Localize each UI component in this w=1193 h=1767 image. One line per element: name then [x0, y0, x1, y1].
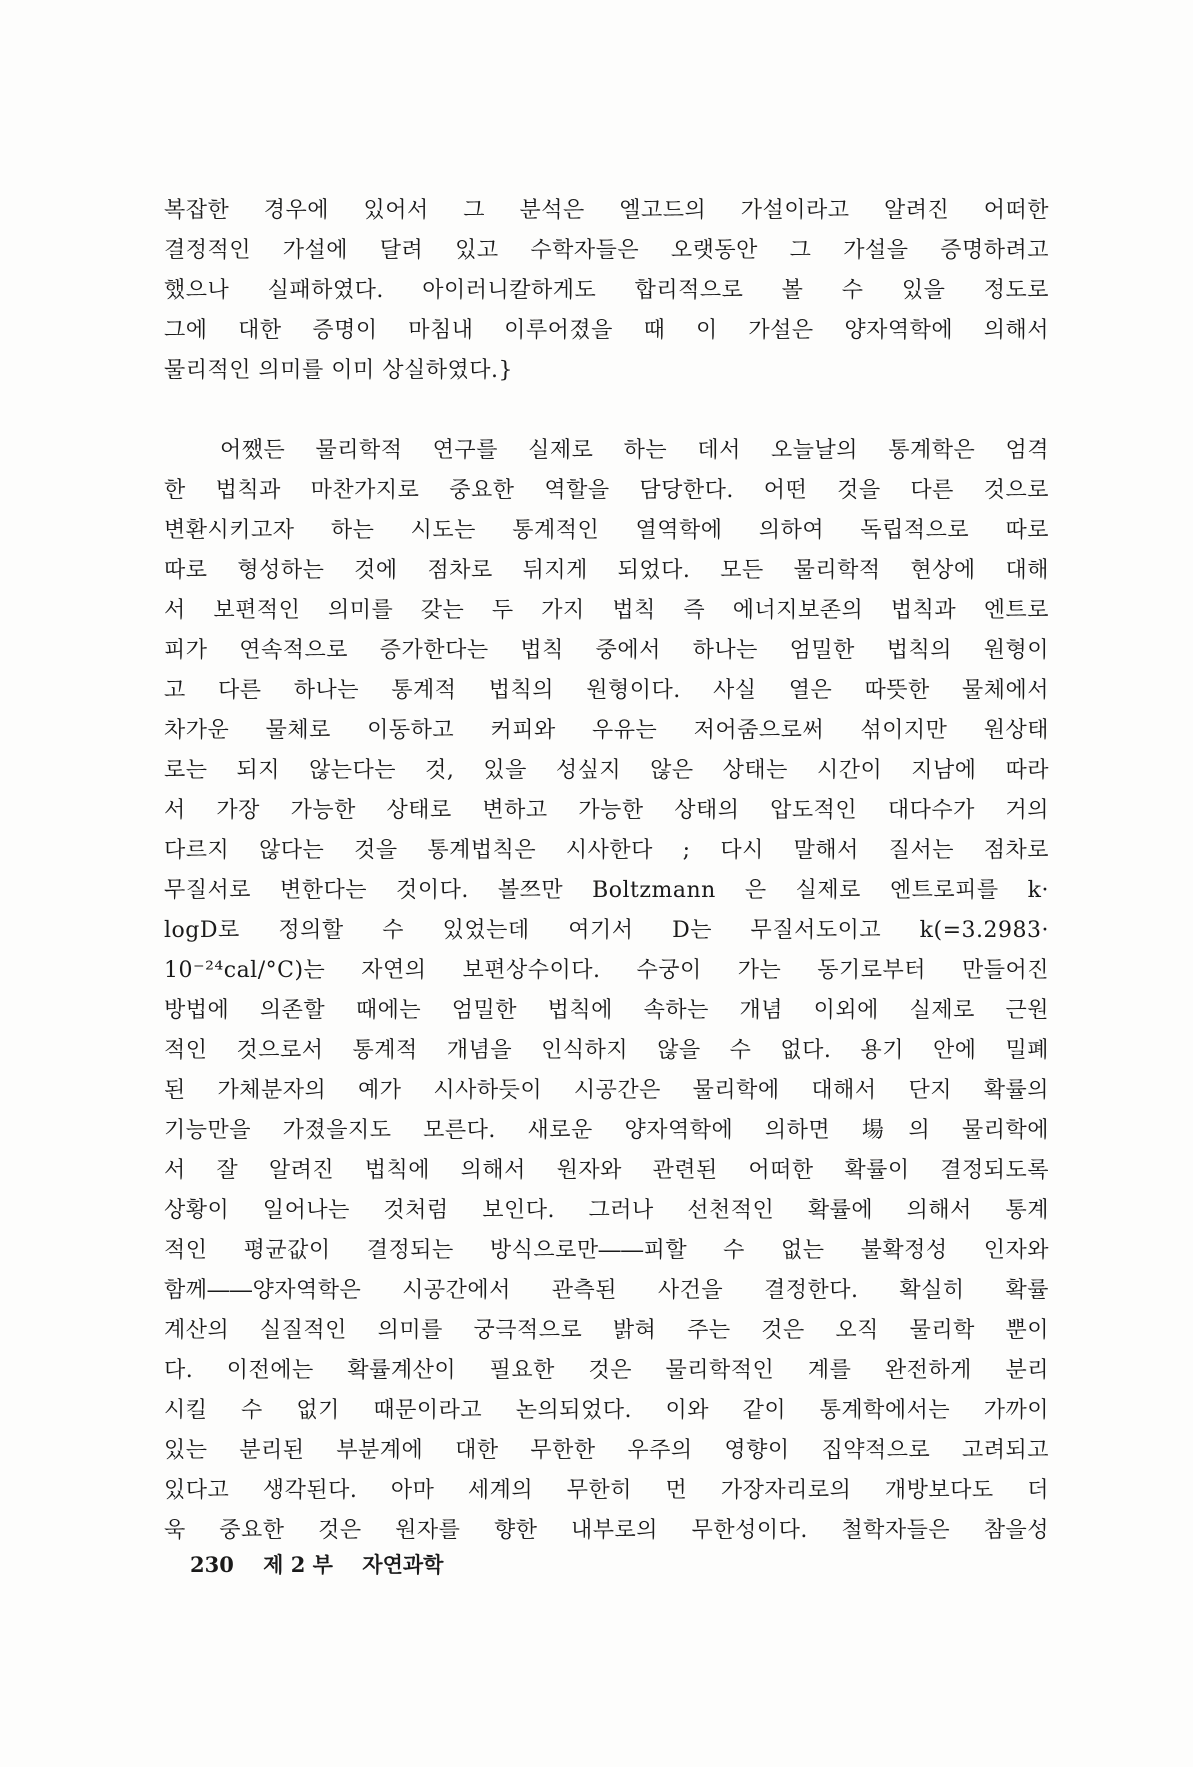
paragraph-line: 다. 이전에는 확률계산이 필요한 것은 물리학적인 계를 완전하게 분리 — [164, 1358, 1049, 1383]
paragraph-line: 기능만을 가졌을지도 모른다. 새로운 양자역학에 의하면 場의 물리학에 — [164, 1118, 1049, 1143]
paragraph-line: 차가운 물체로 이동하고 커피와 우유는 저어줌으로써 섞이지만 원상태 — [164, 718, 1049, 743]
paragraph-line: 그에 대한 증명이 마침내 이루어졌을 때 이 가설은 양자역학에 의해서 — [164, 318, 1049, 343]
paragraph-2 — [164, 431, 1049, 1551]
paragraph-line: 변환시키고자 하는 시도는 통계적인 열역학에 의하여 독립적으로 따로 — [164, 518, 1049, 543]
paragraph-line: 상황이 일어나는 것처럼 보인다. 그러나 선천적인 확률에 의해서 통계 — [164, 1198, 1049, 1223]
paragraph-line: 욱 중요한 것은 원자를 향한 내부로의 무한성이다. 철학자들은 참을성 — [164, 1518, 1049, 1543]
paragraph-line: 결정적인 가설에 달려 있고 수학자들은 오랫동안 그 가설을 증명하려고 — [164, 238, 1049, 263]
part-label: 제 2 부 — [263, 1552, 333, 1577]
paragraph-line: 적인 평균값이 결정되는 방식으로만――피할 수 없는 불확정성 인자와 — [164, 1238, 1049, 1263]
paragraph-line: 계산의 실질적인 의미를 궁극적으로 밝혀 주는 것은 오직 물리학 뿐이 — [164, 1318, 1049, 1343]
section-label: 자연과학 — [362, 1552, 444, 1577]
paragraph-line: 방법에 의존할 때에는 엄밀한 법칙에 속하는 개념 이외에 실제로 근원 — [164, 998, 1049, 1023]
paragraph-line: 고 다른 하나는 통계적 법칙의 원형이다. 사실 열은 따뜻한 물체에서 — [164, 678, 1049, 703]
paragraph-line: 따로 형성하는 것에 점차로 뒤지게 되었다. 모든 물리학적 현상에 대해 — [164, 558, 1049, 583]
paragraph-line: 로는 되지 않는다는 것, 있을 성싶지 않은 상태는 시간이 지남에 따라 — [164, 758, 1049, 783]
paragraph-line: logD로 정의할 수 있었는데 여기서 D는 무질서도이고 k(=3.2983· — [164, 918, 1049, 943]
paragraph-1 — [164, 191, 1049, 391]
paragraph-line: 시킬 수 없기 때문이라고 논의되었다. 이와 같이 통계학에서는 가까이 — [164, 1398, 1049, 1423]
paragraph-line: 어쨌든 물리학적 연구를 실제로 하는 데서 오늘날의 통계학은 엄격 — [220, 438, 1049, 463]
paragraph-line: 다르지 않다는 것을 통계법칙은 시사한다 ; 다시 말해서 질서는 점차로 — [164, 838, 1049, 863]
paragraph-line: 함께――양자역학은 시공간에서 관측된 사건을 결정한다. 확실히 확률 — [164, 1278, 1049, 1303]
paragraph-line: 한 법칙과 마찬가지로 중요한 역할을 담당한다. 어떤 것을 다른 것으로 — [164, 478, 1049, 503]
paragraph-line: 피가 연속적으로 증가한다는 법칙 중에서 하나는 엄밀한 법칙의 원형이 — [164, 638, 1049, 663]
paragraph-line: 물리적인 의미를 이미 상실하였다.} — [164, 358, 513, 383]
paragraph-line: 10⁻²⁴cal/°C)는 자연의 보편상수이다. 수궁이 가는 동기로부터 만들어진 — [164, 958, 1049, 983]
paragraph-line: 있는 분리된 부분계에 대한 무한한 우주의 영향이 집약적으로 고려되고 — [164, 1438, 1049, 1463]
paragraph-line: 적인 것으로서 통계적 개념을 인식하지 않을 수 없다. 용기 안에 밀폐 — [164, 1038, 1049, 1063]
paragraph-line: 무질서로 변한다는 것이다. 볼쯔만 Boltzmann 은 실제로 엔트로피를 k· — [164, 878, 1049, 903]
paragraph-line: 했으나 실패하였다. 아이러니칼하게도 합리적으로 볼 수 있을 정도로 — [164, 278, 1049, 303]
page-footer — [190, 1548, 465, 1582]
paragraph-line: 된 가체분자의 예가 시사하듯이 시공간은 물리학에 대해서 단지 확률의 — [164, 1078, 1049, 1103]
paragraph-line: 복잡한 경우에 있어서 그 분석은 엘고드의 가설이라고 알려진 어떠한 — [164, 198, 1049, 223]
page-number: 230 — [190, 1552, 234, 1577]
paragraph-line: 서 잘 알려진 법칙에 의해서 원자와 관련된 어떠한 확률이 결정되도록 — [164, 1158, 1049, 1183]
paragraph-line: 있다고 생각된다. 아마 세계의 무한히 먼 가장자리로의 개방보다도 더 — [164, 1478, 1049, 1503]
paragraph-line: 서 보편적인 의미를 갖는 두 가지 법칙 즉 에너지보존의 법칙과 엔트로 — [164, 598, 1049, 623]
paragraph-line: 서 가장 가능한 상태로 변하고 가능한 상태의 압도적인 대다수가 거의 — [164, 798, 1049, 823]
